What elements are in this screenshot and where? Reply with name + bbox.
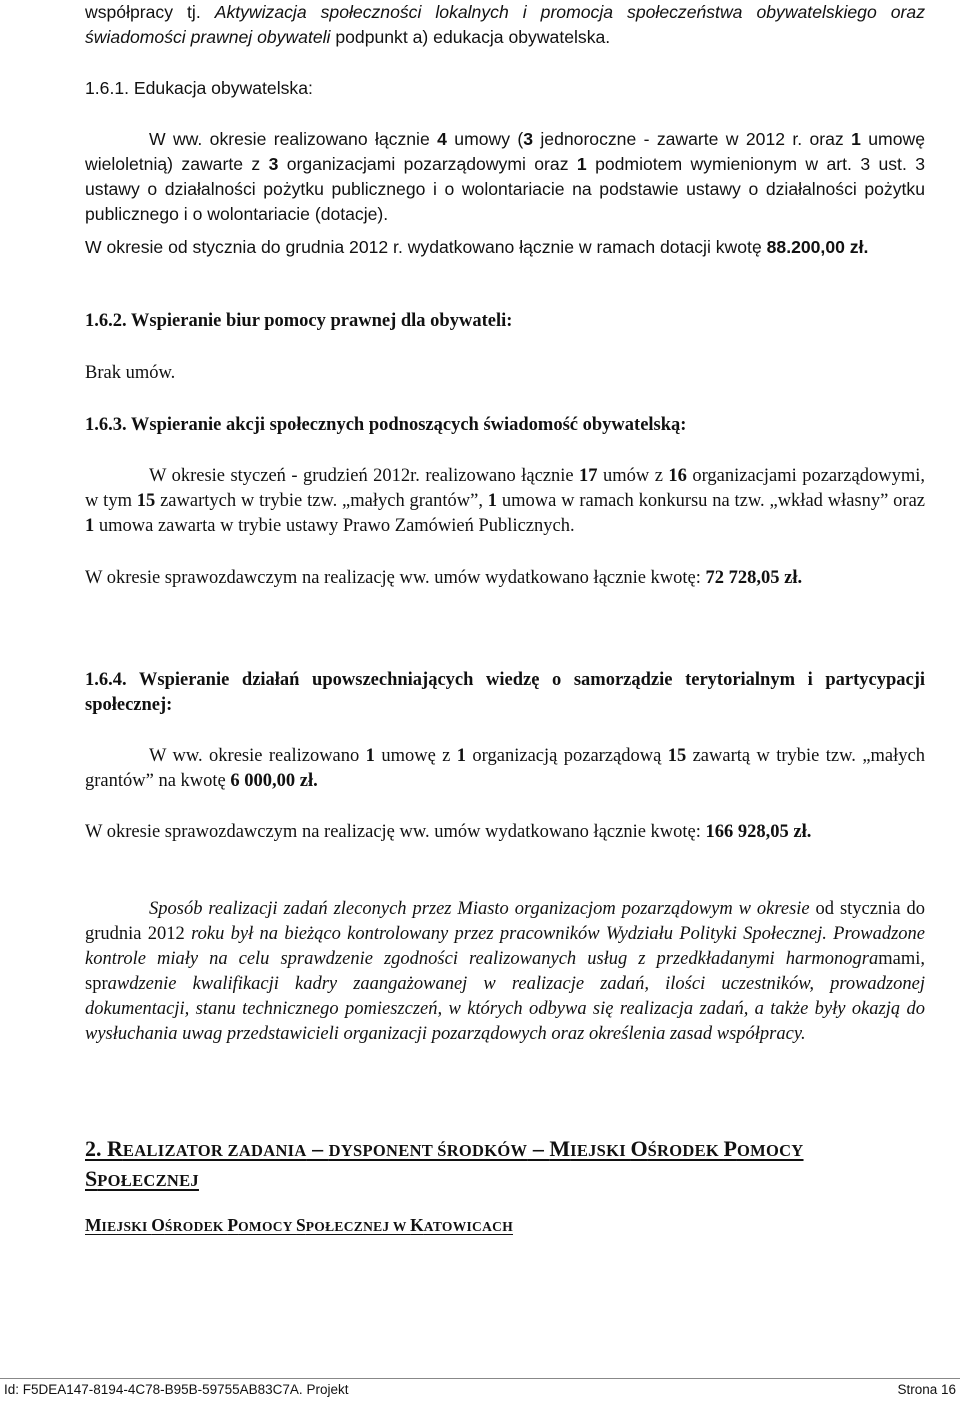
s3-num: 15: [136, 491, 156, 511]
heading-1-6-3-text: 1.6.3. Wspieranie akcji społecznych podnoszących świadomość obywatelską:: [85, 415, 687, 435]
summary-text: mami, spr: [85, 949, 925, 994]
section-3-heading: [85, 1213, 925, 1239]
s1-text: jednoroczne - zawarte w 2012 r. oraz: [533, 129, 852, 149]
section-3-text: POŁECZNEJ W: [305, 1219, 411, 1234]
section-2-text: OMOCY: [736, 1141, 804, 1160]
intro-text: współpracy tj.: [85, 2, 215, 22]
section-2-text: R: [107, 1136, 123, 1161]
s4-text: W okresie sprawozdawczym na realizację ww. umów wydatkowano łącznie kwotę:: [85, 822, 706, 842]
s1-text: umowę wieloletnią) zawarte z: [85, 129, 925, 174]
s1-paragraph-2: [85, 235, 925, 260]
s2-text-value: Brak umów.: [85, 363, 176, 383]
s4-num: 1: [365, 746, 375, 766]
heading-1-6-1: [85, 76, 925, 101]
s3-text: umowa w ramach konkursu na tzw. „wkład własny” oraz: [497, 491, 926, 511]
s1-text: W ww. okresie realizowano łącznie: [149, 129, 438, 149]
summary-paragraph: [85, 897, 925, 1047]
section-3-text: S: [296, 1215, 306, 1235]
s1-text: umowy (: [446, 129, 524, 149]
s4-amount: 166 928,05 zł.: [705, 822, 812, 842]
section-2-heading: [85, 1135, 925, 1195]
s3-text: W okresie sprawozdawczym na realizację ww. umów wydatkowano łącznie kwotę:: [85, 568, 706, 588]
section-2-text: M: [549, 1136, 571, 1161]
section-3-text: O: [151, 1215, 165, 1235]
s4-text: organizacją pozarządową: [466, 746, 668, 766]
s4-text: umowę z: [374, 746, 457, 766]
summary-text: od stycznia do grudnia 2012: [85, 899, 925, 944]
heading-1-6-1-text: 1.6.1. Edukacja obywatelska:: [85, 78, 313, 98]
s1-text: podmiotem wymienionym w art. 3 ust. 3 ustawy o działalności pożytku publicznego i o wolontariacie na podstawie ustawy o działalności pożytku publicznego i o wolontariacie (dotacje).: [85, 154, 926, 224]
section-3-text: K: [410, 1215, 424, 1235]
s1-paragraph-1: [85, 127, 925, 227]
s3-text: organizacjami pozarządowymi, w tym: [85, 466, 925, 511]
s3-amount: 72 728,05 zł.: [705, 568, 803, 588]
section-2-text: P: [723, 1136, 737, 1161]
summary-italic: roku był na bieżąco kontrolowany przez pracowników Wydziału Polityki Społecznej. Prowadzone kontrole miały na celu sprawdzenie zgodności realizowanych usług z przedkładanymi harmonogra: [85, 924, 925, 969]
section-2-text: O: [630, 1136, 648, 1161]
s1-num: 1: [851, 129, 861, 149]
s3-num: 17: [579, 466, 598, 486]
s3-paragraph-1: [85, 464, 925, 539]
s4-num: 15: [667, 746, 687, 766]
summary-italic: Sposób realizacji zadań zleconych przez Miasto organizacjom pozarządowym w okresie: [149, 899, 810, 919]
s1-text: W okresie od stycznia do grudnia 2012 r. wydatkowano łącznie w ramach dotacji kwotę: [85, 237, 767, 257]
s3-num: 1: [487, 491, 498, 511]
s1-text: organizacjami pozarządowymi oraz: [278, 154, 577, 174]
section-2-text: EALIZATOR ZADANIA: [122, 1141, 307, 1160]
footer-page-number: Strona 16: [897, 1382, 956, 1397]
section-2-text: S: [85, 1166, 98, 1191]
section-2-text: ŚRODEK: [647, 1141, 724, 1160]
section-3-text: M: [85, 1215, 102, 1235]
s4-text: W ww. okresie realizowano: [149, 746, 366, 766]
s3-text: umów z: [597, 466, 669, 486]
heading-1-6-3: [85, 413, 925, 438]
s3-text: zawartych w trybie tzw. „małych grantów”,: [155, 491, 488, 511]
s4-text: zawartą w trybie tzw. „małych grantów” na kwotę: [85, 746, 925, 791]
summary-italic: awdzenie kwalifikacji kadry zaangażowanej w realizacje zadań, ilości uczestników, prowadzonej dokumentacji, stanu technicznego pomieszczeń, w których odbywa się realizacja zadań, a także były okazją do wysłuchania uwag przedstawicieli organizacji pozarządowych oraz określenia zasad współpracy.: [85, 974, 925, 1044]
s1-num: 1: [576, 154, 587, 174]
s1-num: 3: [523, 129, 534, 149]
s1-amount: 88.200,00 zł.: [766, 237, 869, 257]
section-2-text: IEJSKI: [570, 1141, 631, 1160]
section-3-text: ŚRODEK: [164, 1219, 228, 1234]
section-2-dash: –: [306, 1136, 329, 1161]
intro-paragraph: [85, 0, 925, 50]
section-3-text: IEJSKI: [101, 1219, 152, 1234]
section-2-dash: –: [527, 1136, 550, 1161]
s3-text: W okresie styczeń - grudzień 2012r. realizowano łącznie: [149, 466, 580, 486]
section-3-text: P: [227, 1215, 239, 1235]
intro-italic-task: Aktywizacja społeczności lokalnych i promocja społeczeństwa obywatelskiego oraz świadomości prawnej obywateli: [85, 2, 925, 47]
s4-num: 1: [456, 746, 467, 766]
section-3-text: OMOCY: [238, 1219, 297, 1234]
footer-divider: [0, 1378, 960, 1379]
footer-document-id: Id: F5DEA147-8194-4C78-B95B-59755AB83C7A. Projekt: [4, 1382, 349, 1397]
s1-num: 3: [268, 154, 279, 174]
s1-num: 4: [437, 129, 447, 149]
s3-text: umowa zawarta w trybie ustawy Prawo Zamówień Publicznych.: [94, 516, 575, 536]
s2-text: [85, 361, 925, 386]
section-2-text: DYSPONENT ŚRODKÓW: [328, 1141, 528, 1160]
s3-num: 16: [668, 466, 687, 486]
s3-paragraph-2: [85, 566, 925, 591]
heading-1-6-2-text: 1.6.2. Wspieranie biur pomocy prawnej dla obywateli:: [85, 311, 513, 331]
intro-text-end: podpunkt a) edukacja obywatelska.: [330, 27, 611, 47]
section-2-text: POŁECZNEJ: [97, 1171, 199, 1190]
s4-paragraph-1: [85, 744, 925, 794]
section-2-number: 2.: [85, 1136, 107, 1161]
heading-1-6-4: [85, 668, 925, 718]
s4-paragraph-2: [85, 820, 925, 845]
heading-1-6-2: [85, 309, 925, 334]
section-3-text: ATOWICACH: [423, 1219, 513, 1234]
s3-num: 1: [85, 516, 95, 536]
heading-1-6-4-text: 1.6.4. Wspieranie działań upowszechniających wiedzę o samorządzie terytorialnym i partycypacji społecznej:: [85, 670, 925, 715]
s4-amount: 6 000,00 zł.: [230, 771, 318, 791]
